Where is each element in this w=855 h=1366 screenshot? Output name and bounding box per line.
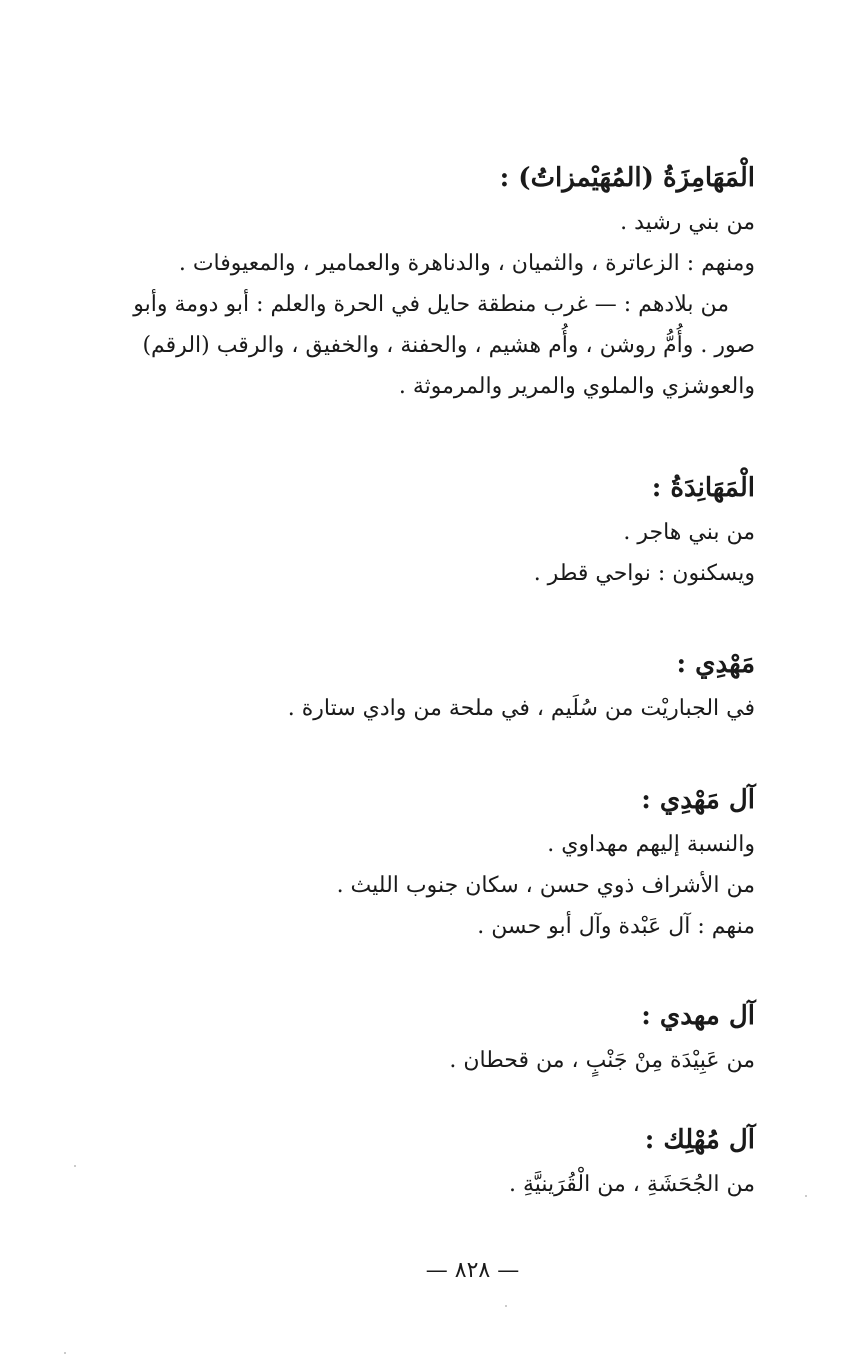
entry-line: من الجُحَشَةِ ، من الْقُرَينيَّةِ . [508, 1172, 755, 1197]
scan-speck [505, 1305, 507, 1307]
entry-body [40, 688, 755, 729]
entry-mahanida [40, 468, 755, 594]
entry-line: منهم : آل عَبْدة وآل أبو حسن . [477, 914, 755, 939]
document-page [40, 0, 755, 1366]
entry-line: والنسبة إليهم مهداوي . [547, 832, 755, 857]
entry-line: ويسكنون : نواحي قطر . [533, 561, 755, 586]
entry-body [40, 1040, 755, 1081]
entry-heading: الْمَهَامِزَةُ (المُهَيْمزاتُ) : [499, 163, 755, 193]
entry-heading: مَهْدِي : [676, 649, 755, 679]
entry-line: ومنهم : الزعاترة ، والثميان ، والدناهرة والعمامير ، والمعيوفات . [178, 251, 755, 276]
entry-line: صور . وأُمُّ روشن ، وأُم هشيم ، والحفنة ، والخفيق ، والرقب (الرقم) [142, 333, 755, 358]
entry-line: من عَبِيْدَة مِنْ جَنْبٍ ، من قحطان . [449, 1048, 755, 1073]
entry-al-mahdi-qahtan [40, 996, 755, 1081]
entry-line: من بني رشيد . [620, 210, 755, 235]
entry-body [40, 1164, 755, 1205]
scan-speck [64, 1352, 66, 1354]
entry-heading: آل مُهْلِك : [644, 1125, 755, 1155]
page-number: — ٨٢٨ — [425, 1258, 520, 1283]
entry-body [40, 512, 755, 594]
entry-line: من بني هاجر . [623, 520, 755, 545]
entry-body [40, 824, 755, 947]
entry-mahdi [40, 644, 755, 729]
entry-line: والعوشزي والملوي والمرير والمرموثة . [398, 374, 755, 399]
entry-line: من بلادهم : — غرب منطقة حايل في الحرة والعلم : أبو دومة وأبو [133, 292, 729, 317]
entry-heading: آل مهدي : [641, 1001, 755, 1031]
entry-heading: آل مَهْدِي : [641, 785, 755, 815]
entry-body [40, 202, 755, 407]
scan-speck [805, 1195, 807, 1197]
entry-heading: الْمَهَانِدَةُ : [651, 473, 755, 503]
entry-line: من الأشراف ذوي حسن ، سكان جنوب الليث . [336, 873, 755, 898]
entry-mahamiza [40, 158, 755, 407]
scan-speck [74, 1165, 76, 1167]
entry-al-muhlik [40, 1120, 755, 1205]
entry-line: في الجباريْت من سُلَيم ، في ملحة من وادي ستارة . [287, 696, 755, 721]
entry-al-mahdi-ashraf [40, 780, 755, 947]
